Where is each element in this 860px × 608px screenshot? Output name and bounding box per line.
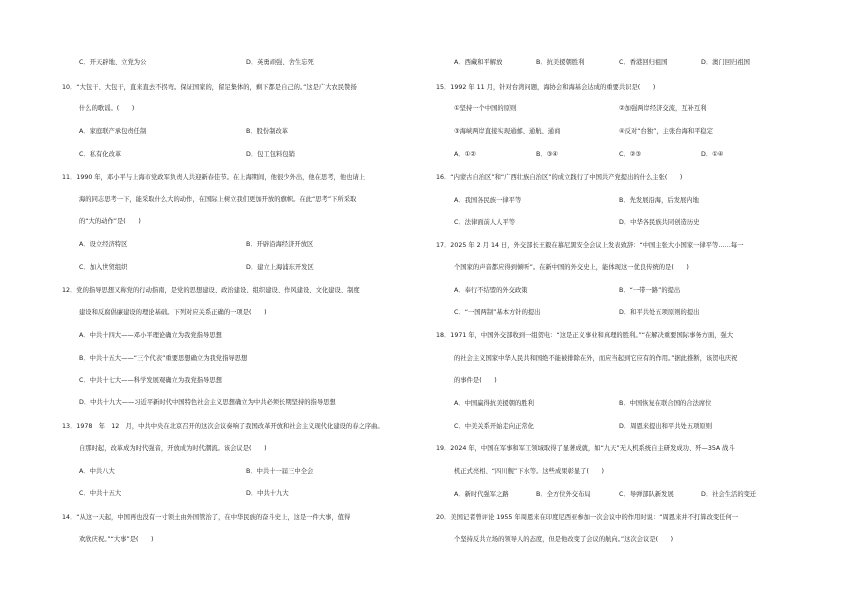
q18-option-b[interactable]: B．中国恢复在联合国的合法席位 (619, 400, 712, 407)
q14-stem-line: 欢欣庆祝。”“大事”是( ) (79, 536, 154, 543)
q10-option-d[interactable]: D．包工包料包销 (246, 151, 295, 158)
q11-stem-line: 11．1990 年，邓小平与上海市党政军负责人共迎新春佳节。在上海期间，他很少外出，他在思考，他也请上 (62, 174, 366, 181)
q17-option-c[interactable]: C．“一国两制”基本方针的提出 (454, 309, 541, 316)
q18-stem-line: 的事件是( ) (454, 377, 497, 384)
q12-stem-line: 12．党的指导思想又称党的行动指南，是党的思想建设、政治建设、组织建设、作风建设、文化建设、制度 (62, 287, 360, 294)
q15-option-a[interactable]: A．①② (454, 151, 476, 158)
q19-stem-line: 机正式亮相、“四川舰”下水等。这些成果彰显了( ) (454, 468, 604, 475)
q12-option-b[interactable]: B．中共十五大——“三个代表”重要思想确立为我党指导思想 (79, 355, 248, 362)
q18-option-c[interactable]: C．中美关系开始走向正常化 (454, 423, 534, 430)
q15-stem-line: 15．1992 年 11 月，针对台湾问题，海协会和海基会达成的重要共识是( ) (436, 84, 656, 91)
q17-option-a[interactable]: A．奉行不结盟的外交政策 (454, 287, 528, 294)
q14-option-a[interactable]: A．西藏和平解放 (454, 59, 503, 66)
q17-option-b[interactable]: B．“一带一路”的提出 (619, 287, 681, 294)
q13-option-d[interactable]: D．中共十九大 (246, 490, 289, 497)
q12-option-a[interactable]: A．中共十四大——邓小平理论确立为我党指导思想 (79, 332, 222, 339)
q10-option-b[interactable]: B．股份制改革 (246, 128, 289, 135)
q19-option-b[interactable]: B．全方位外交布局 (536, 491, 591, 498)
q10-option-a[interactable]: A．家庭联产承包责任制 (79, 128, 147, 135)
q15-option-b[interactable]: B．③④ (536, 151, 558, 158)
q15-statement-1: ①坚持一个中国的原则 (454, 105, 517, 112)
q10-stem-line: 什么的歌谣。( ) (79, 105, 135, 112)
q10-stem-line: 10．“大包干、大包干，直来直去不拐弯。保证国家的，留足集体的，剩下都是自己的。”这是广大农民赞扬 (62, 84, 357, 91)
q19-option-c[interactable]: C．导弹部队新发展 (619, 491, 674, 498)
q20-stem-line: 20．美国记者曾评论 1955 年周恩来在印度尼西亚参加一次会议中的作用时说：“周恩来并不打算改变任何一 (436, 514, 739, 521)
q19-option-d[interactable]: D．社会生活的变迁 (701, 491, 757, 498)
q13-stem-line: 13．1978 年 12 月，中共中央在北京召开的这次会议奏响了我国改革开放和社会主义现代化建设的春之序曲。 (62, 423, 384, 430)
q11-option-b[interactable]: B．开辟沿海经济开放区 (246, 241, 314, 248)
q11-option-a[interactable]: A．设立经济特区 (79, 241, 128, 248)
q13-stem-line: 自那时起，改革成为时代强音，开放成为时代潮流。该会议是( ) (79, 445, 267, 452)
q14-option-b[interactable]: B．抗美援朝胜利 (536, 59, 585, 66)
q19-option-a[interactable]: A．新时代强军之路 (454, 491, 509, 498)
q13-option-b[interactable]: B．中共十一届三中全会 (246, 468, 314, 475)
q11-option-d[interactable]: D．建立上海浦东开发区 (246, 264, 314, 271)
q12-option-d[interactable]: D．中共十九大——习近平新时代中国特色社会主义思想确立为中共必须长期坚持的指导思想 (79, 399, 336, 406)
q10-option-c[interactable]: C．私有化改革 (79, 151, 122, 158)
q18-stem-line: 18．1971 年，中国外交部收到一组贺电：“这是正义事业和真理的胜利。”“在解决重要国际事务方面，强大 (436, 332, 734, 339)
q15-statement-2: ②加强两岸经济交流，互补互利 (619, 105, 707, 112)
q11-stem-line: 的“大的动作”是( ) (79, 218, 141, 225)
q9-option-c[interactable]: C．开天辟地、立党为公 (79, 59, 147, 66)
q16-option-b[interactable]: B．先发展沿海，后发展内地 (619, 197, 699, 204)
q16-option-d[interactable]: D．中华各民族共同创造历史 (619, 219, 700, 226)
q17-option-d[interactable]: D．和平共处五项原则的提出 (619, 309, 700, 316)
q20-stem-line: 个坚持反共立场的领导人的态度，但是他改变了会议的航向。”这次会议是( ) (454, 536, 674, 543)
q15-option-c[interactable]: C．②③ (619, 151, 641, 158)
q17-stem-line: 17．2025 年 2 月 14 日，外交部长王毅在慕尼黑安全会议上发表致辞：“中国主张大小国家一律平等……每一 (436, 242, 744, 249)
q11-stem-line: 海的同志思考一下，能采取什么大的动作，在国际上树立我们更加开放的旗帜。在此“思考”下所采取 (79, 196, 357, 203)
q14-option-c[interactable]: C．香港回归祖国 (619, 59, 668, 66)
q16-option-a[interactable]: A．我国各民族一律平等 (454, 197, 522, 204)
q18-option-a[interactable]: A．中国赢得抗美援朝的胜利 (454, 400, 534, 407)
q17-stem-line: 个国家的声音都应得到倾听”。在新中国的外交史上，能体现这一优良传统的是( ) (454, 264, 689, 271)
q9-option-d[interactable]: D．英勇顽强、舍生忘死 (246, 59, 314, 66)
q18-stem-line: 的社会主义国家中华人民共和国绝不能被排除在外，而应当起到它应有的作用。”据此推断，该贺电庆祝 (454, 355, 738, 362)
q15-statement-3: ③海峡两岸直接实现通邮、通航、通商 (454, 128, 561, 135)
q12-option-c[interactable]: C．中共十七大——科学发展观确立为我党指导思想 (79, 377, 222, 384)
q15-option-d[interactable]: D．①④ (701, 151, 724, 158)
q14-option-d[interactable]: D．澳门回归祖国 (701, 59, 750, 66)
q18-option-d[interactable]: D．周恩来提出和平共处五项原则 (619, 423, 713, 430)
q13-option-c[interactable]: C．中共十五大 (79, 490, 122, 497)
q19-stem-line: 19．2024 年，中国在军事和军工领域取得了显著成就，如“九天”无人机系统自主研发成功、歼—35A 战斗 (436, 445, 735, 452)
q11-option-c[interactable]: C．加入世贸组织 (79, 264, 128, 271)
q16-stem-line: 16．“内蒙古自治区”和“广西壮族自治区”的成立践行了中国共产党提出的什么主张( ) (436, 174, 683, 181)
q16-option-c[interactable]: C．法律面前人人平等 (454, 219, 516, 226)
q15-statement-4: ④反对“台独”，主张台海和平稳定 (619, 128, 714, 135)
q13-option-a[interactable]: A．中共八大 (79, 468, 115, 475)
q12-stem-line: 建设和反腐倡廉建设的理论基础。下列对应关系正确的一项是( ) (79, 309, 267, 316)
q14-stem-line: 14．“从这一天起，中国再也没有一寸领土由外国管治了，在中华民族的奋斗史上，这是一件大事，值得 (62, 514, 351, 521)
